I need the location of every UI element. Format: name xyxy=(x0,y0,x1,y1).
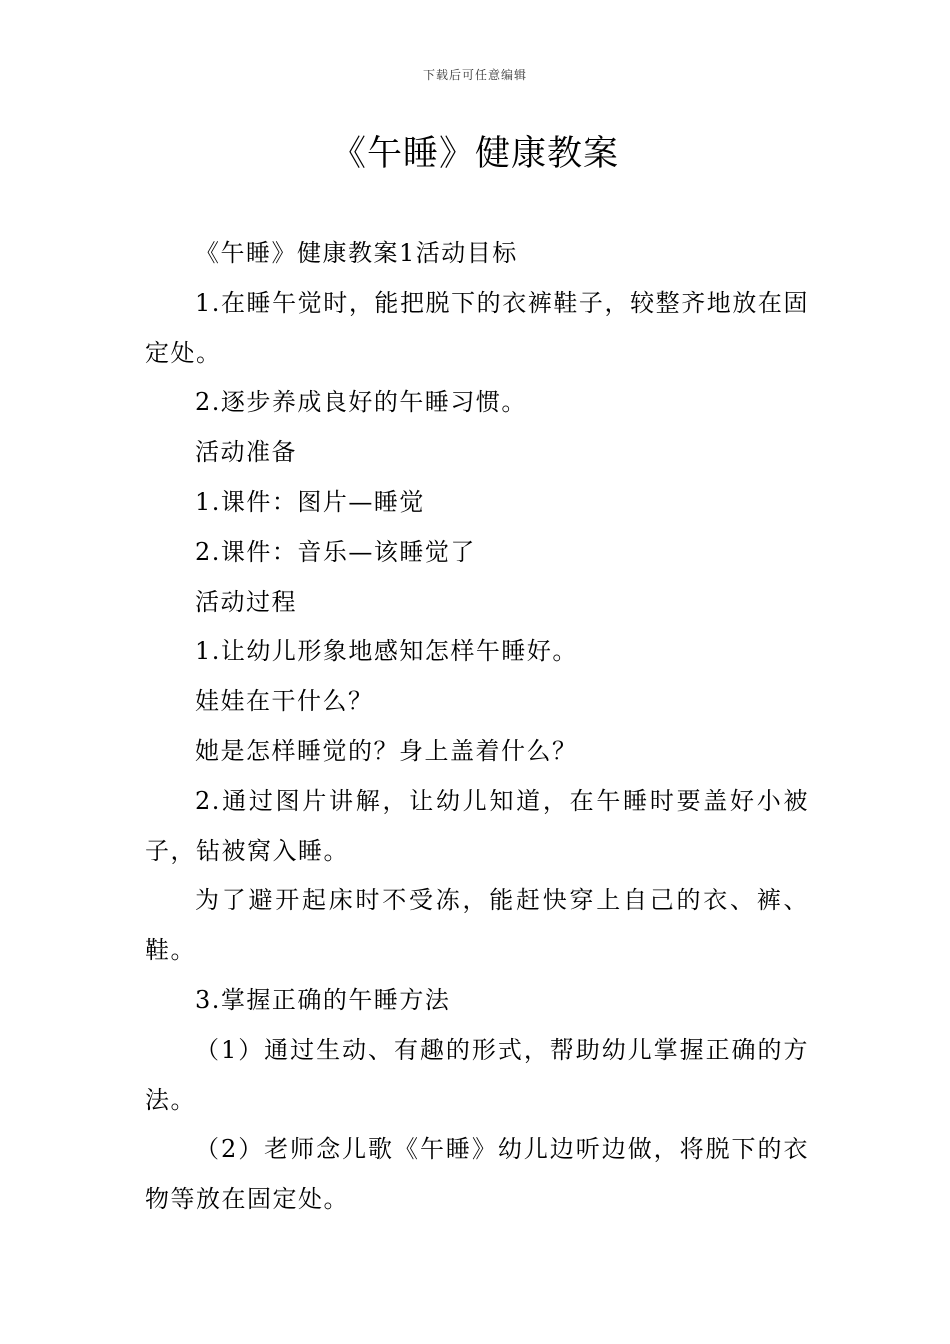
paragraph-question-2: 她是怎样睡觉的？身上盖着什么？ xyxy=(195,736,578,765)
paragraph-process-1: 1.让幼儿形象地感知怎样午睡好。 xyxy=(195,637,578,666)
header-note: 下载后可任意编辑 xyxy=(422,68,527,82)
paragraph-goal-2: 2.逐步养成良好的午睡习惯。 xyxy=(195,388,527,417)
paragraph-question-1: 娃娃在干什么？ xyxy=(195,687,374,716)
paragraph-method-2: （2）老师念儿歌《午睡》幼儿边听边做，将脱下的衣物等放在固定处。 xyxy=(145,1135,809,1214)
paragraph-goal-1: 1.在睡午觉时，能把脱下的衣裤鞋子，较整齐地放在固定处。 xyxy=(145,288,809,367)
paragraph-preparation-heading: 活动准备 xyxy=(195,438,297,467)
paragraph-process-3: 3.掌握正确的午睡方法 xyxy=(195,985,451,1014)
paragraph-method-1: （1）通过生动、有趣的形式，帮助幼儿掌握正确的方法。 xyxy=(145,1035,809,1114)
document-body xyxy=(145,229,809,1225)
paragraph-process-2: 2.通过图片讲解，让幼儿知道，在午睡时要盖好小被子，钻被窝入睡。 xyxy=(145,786,809,865)
paragraph-process-2-detail: 为了避开起床时不受冻，能赶快穿上自己的衣、裤、鞋。 xyxy=(145,886,809,965)
paragraph-process-heading: 活动过程 xyxy=(195,587,297,616)
paragraph-preparation-2: 2.课件：音乐—该睡觉了 xyxy=(195,537,476,566)
paragraph-preparation-1: 1.课件：图片—睡觉 xyxy=(195,487,425,516)
document-title: 《午睡》健康教案 xyxy=(330,134,619,174)
paragraph-section-heading: 《午睡》健康教案1活动目标 xyxy=(195,239,518,267)
